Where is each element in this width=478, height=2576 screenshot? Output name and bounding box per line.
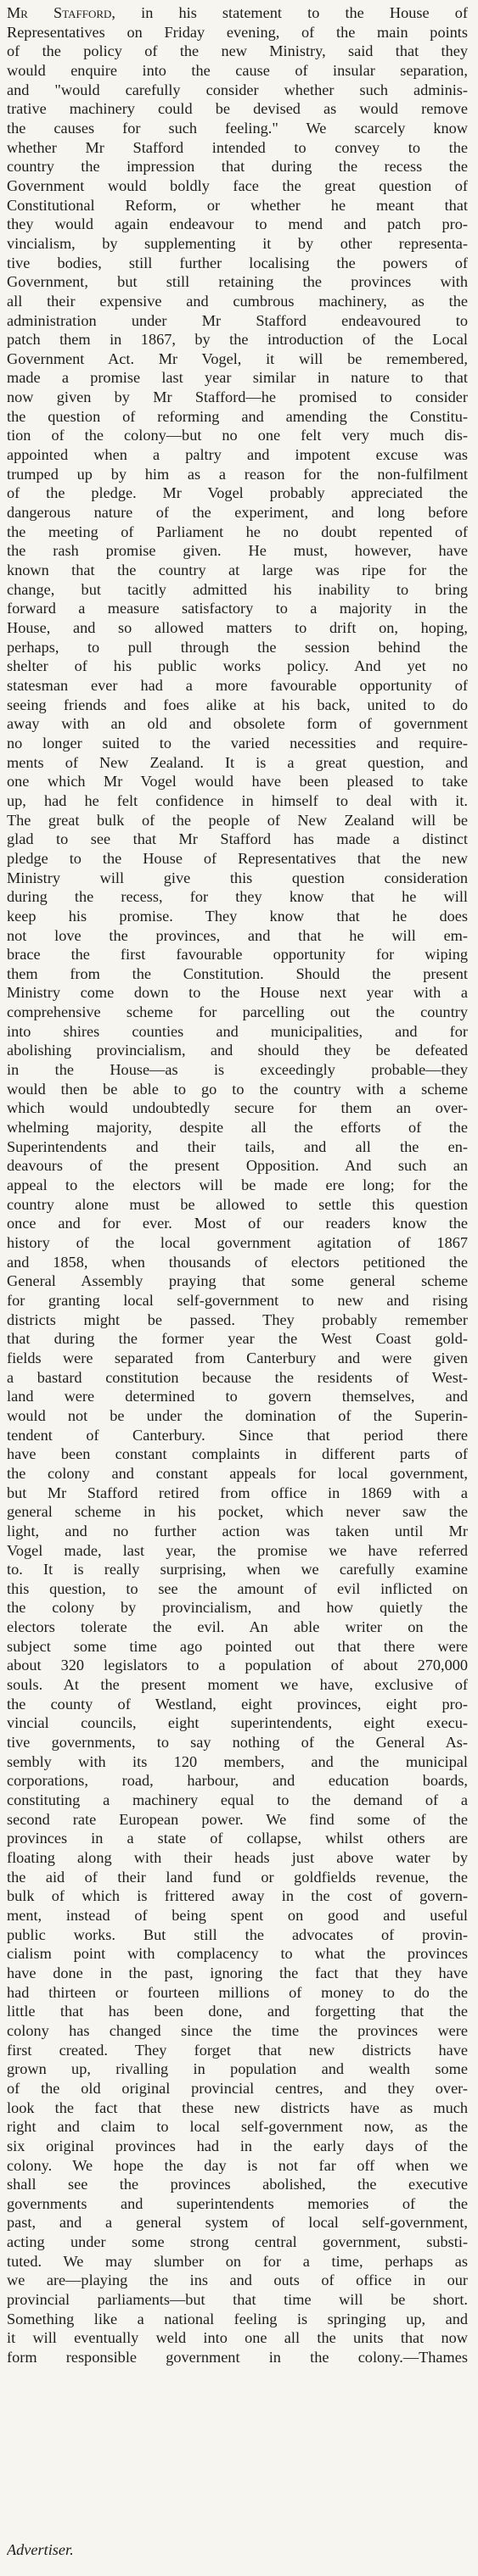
article-line: the aid of their land fund or goldfields revenue, the	[7, 1868, 468, 1886]
article-line: about 320 legislators to a population of about 270,000	[7, 1657, 468, 1674]
article-line: look the fact that these new districts have as much	[7, 2098, 468, 2116]
article-line: comprehensive scheme for parcelling out the country	[7, 1003, 468, 1021]
article-line: would then be able to go to the country with a scheme	[7, 1080, 468, 1098]
article-line: Superintendents and their tails, and all the en-	[7, 1137, 468, 1155]
article-line: ments of New Zealand. It is a great question, and	[7, 753, 468, 771]
article-line: form responsible government in the colony.—Thames	[7, 2349, 468, 2366]
article-line: districts might be passed. They probably remember	[7, 1310, 468, 1328]
article-line: tive bodies, still further localising the powers of	[7, 254, 468, 271]
article-line: deavours of the present Opposition. And such an	[7, 1157, 468, 1175]
article-line: House, and so allowed matters to drift on, hoping,	[7, 619, 468, 636]
article-line	[7, 2444, 468, 2463]
article-line: the county of Westland, eight provinces, eight pro-	[7, 1695, 468, 1713]
article-line: whether Mr Stafford intended to convey to the	[7, 138, 468, 156]
article-line: shelter of his public works policy. And yet no	[7, 657, 468, 675]
article-line: patch them in 1867, by the introduction of the Local	[7, 331, 468, 349]
article-line: this question, to see the amount of evil inflicted on	[7, 1579, 468, 1597]
article-line: shall see the provinces abolished, the executive	[7, 2176, 468, 2193]
article-line: Government would boldly face the great question of	[7, 176, 468, 194]
article-line: not love the provinces, and that he will em-	[7, 926, 468, 944]
article-line	[7, 3, 468, 23]
article-line: floating along with their heads just above water by	[7, 1849, 468, 1866]
article-line: one which Mr Vogel would have been pleased to take	[7, 773, 468, 791]
article-line: corporations, road, harbour, and education boards,	[7, 1772, 468, 1790]
article-line	[7, 2483, 468, 2502]
article-line: glad to see that Mr Stafford has made a distinct	[7, 830, 468, 848]
article-line: tion of the colony—but no one felt very much dis-	[7, 427, 468, 444]
article-line: light, and no further action was taken until Mr	[7, 1522, 468, 1539]
article-line: country alone must be allowed to settle this question	[7, 1195, 468, 1213]
article-line-text: in his statement to the House of	[115, 4, 468, 21]
article-line: in the House—as is exceedingly probable—they	[7, 1061, 468, 1079]
article-line: trative machinery could be devised as would remove	[7, 100, 468, 118]
article-line	[7, 2425, 468, 2445]
article-line: would enquire into the cause of insular separation,	[7, 61, 468, 79]
article-line: tive governments, to say nothing of the General As-	[7, 1734, 468, 1752]
article-line: of the policy of the new Ministry, said that they	[7, 42, 468, 60]
article-line: into shires counties and municipalities, and for	[7, 1022, 468, 1040]
article-line: statesman ever had a more favourable opportunity of	[7, 676, 468, 694]
article-line: they would again endeavour to mend and patch pro-	[7, 215, 468, 233]
article-line: up, had he felt confidence in himself to deal with it.	[7, 791, 468, 809]
article-line: the causes for such feeling." We scarcely know	[7, 119, 468, 137]
article-line: fields were separated from Canterbury and were given	[7, 1349, 468, 1366]
article-line: no longer suited to the varied necessities and require-	[7, 734, 468, 752]
article-line: but Mr Stafford retired from office in 1869 with a	[7, 1484, 468, 1501]
article-line: past, and a general system of local self-government,	[7, 2214, 468, 2232]
article-line: vincial councils, eight superintendents, eight execu-	[7, 1714, 468, 1732]
article-line: away with an old and obsolete form of government	[7, 715, 468, 733]
article-line: made a promise last year similar in nature to that	[7, 369, 468, 387]
article-line: and "would carefully consider whether such adminis-	[7, 81, 468, 98]
article-line: colony. We hope the day is not far off when we	[7, 2156, 468, 2174]
article-line	[7, 2406, 468, 2425]
article-line: known that the country at large was ripe for the	[7, 562, 468, 579]
article-line: vincialism, by supplementing it by other representa-	[7, 234, 468, 252]
article-line: appeal to the electors will be made ere long; for the	[7, 1176, 468, 1194]
article-line: bulk of which is frittered away in the cost of govern-	[7, 1887, 468, 1905]
article-line: The great bulk of the people of New Zealand will be	[7, 811, 468, 829]
article-line: perhaps, to pull through the session behind the	[7, 638, 468, 656]
article-source: Advertiser.	[7, 2540, 74, 2558]
article-line: subject some time ago pointed out that there were	[7, 1637, 468, 1655]
article-line: administration under Mr Stafford endeavoured to	[7, 311, 468, 329]
article-line: first created. They forget that new districts have	[7, 2041, 468, 2059]
article-line	[7, 2463, 468, 2483]
article-line: once and for ever. Most of our readers know the	[7, 1215, 468, 1232]
article-line: second rate European power. We find some of the	[7, 1810, 468, 1828]
article-line: acting under some strong central government, substi-	[7, 2233, 468, 2251]
article-line: provinces in a state of collapse, whilst others are	[7, 1830, 468, 1847]
article-line: that during the former year the West Coast gold-	[7, 1330, 468, 1348]
article-line	[7, 2521, 468, 2540]
article-line: colony has changed since the time the provinces were	[7, 2021, 468, 2039]
article-line: seeing friends and foes alike at his back, united to do	[7, 696, 468, 713]
article-line: tendent of Canterbury. Since that period there	[7, 1426, 468, 1444]
article-line: general scheme in his pocket, which never saw the	[7, 1503, 468, 1521]
article-line: six original provinces had in the early days of the	[7, 2137, 468, 2154]
article-line	[7, 2367, 468, 2387]
article-lead: Mr Stafford,	[7, 4, 115, 21]
article-line: of the old original provincial centres, and they over-	[7, 2079, 468, 2097]
article-line: ment, instead of being spent on good and useful	[7, 1906, 468, 1924]
article-line: for granting local self-government to new and rising	[7, 1291, 468, 1309]
article-line: forward a measure satisfactory to a majority in the	[7, 600, 468, 617]
article-line: country the impression that during the recess the	[7, 158, 468, 176]
article-line: appointed when a paltry and impotent excuse was	[7, 446, 468, 464]
article-line: to. It is really surprising, when we carefully examine	[7, 1561, 468, 1579]
article-line: pledge to the House of Representatives that the new	[7, 849, 468, 867]
article-line: public works. But still the advocates of provin-	[7, 1925, 468, 1943]
article-line: now given by Mr Stafford—he promised to consider	[7, 388, 468, 406]
article-line: the colony by provincialism, and how quietly the	[7, 1599, 468, 1617]
article-line: keep his promise. They know that he does	[7, 907, 468, 925]
article-line: Ministry will give this question consideration	[7, 869, 468, 886]
article-line: General Assembly praying that some general scheme	[7, 1272, 468, 1290]
article-line: the rash promise given. He must, however, have	[7, 542, 468, 560]
article-line: dangerous nature of the experiment, and long before	[7, 504, 468, 522]
article-line: grown up, rivalling in population and wealth some	[7, 2060, 468, 2078]
article-line: whelming majority, despite all the efforts of the	[7, 1119, 468, 1137]
article-line: tuted. We may slumber on for a time, perhaps as	[7, 2252, 468, 2270]
article-line: would not be under the domination of the Superin-	[7, 1406, 468, 1424]
article-line: provincial parliaments—but that time will be short.	[7, 2291, 468, 2309]
article-line: Constitutional Reform, or whether he meant that	[7, 196, 468, 214]
article-line: and 1858, when thousands of electors petitioned the	[7, 1253, 468, 1271]
article-line: trumped up by him as a reason for the non-fulfilment	[7, 465, 468, 483]
article-line: had thirteen or fourteen millions of money to do the	[7, 1983, 468, 2001]
article-line: cialism point with complacency to what the provinces	[7, 1945, 468, 1963]
article-line	[7, 2386, 468, 2406]
article-line: which would undoubtedly secure for them an over-	[7, 1099, 468, 1117]
article-line: abolishing provincialism, and should they be defeated	[7, 1042, 468, 1059]
article-line: right and claim to local self-government now, as the	[7, 2118, 468, 2136]
article-line: we are—playing the ins and outs of office in our	[7, 2271, 468, 2289]
article-line: constituting a machinery equal to the demand of a	[7, 1791, 468, 1809]
article-line: Something like a national feeling is springing up, and	[7, 2310, 468, 2327]
article-line: history of the local government agitation of 1867	[7, 1234, 468, 1251]
article-line: Ministry come down to the House next year with a	[7, 984, 468, 1002]
article-line: all their expensive and cumbrous machinery, as the	[7, 292, 468, 310]
article-line: Vogel made, last year, the promise we have referred	[7, 1541, 468, 1559]
article-line: it will eventually weld into one all the units that now	[7, 2329, 468, 2347]
article-line: Government Act. Mr Vogel, it will be remembered,	[7, 349, 468, 367]
article-line: Government, but still retaining the provinces with	[7, 273, 468, 291]
article-line: Representatives on Friday evening, of the main points	[7, 23, 468, 41]
article-line: have done in the past, ignoring the fact that they have	[7, 1964, 468, 1981]
article-line: the meeting of Parliament he no doubt repented of	[7, 522, 468, 540]
article-line: electors tolerate the evil. An able writer on the	[7, 1618, 468, 1636]
article-line: brace the first favourable opportunity for wiping	[7, 946, 468, 964]
article-line: of the pledge. Mr Vogel probably appreciated the	[7, 484, 468, 502]
article-line: governments and superintendents memories of the	[7, 2194, 468, 2212]
article-line: souls. At the present moment we have, exclusive of	[7, 1676, 468, 1694]
article-line: the colony and constant appeals for local government,	[7, 1464, 468, 1482]
article-line	[7, 2501, 468, 2521]
article-line: change, but tacitly admitted his inability to bring	[7, 580, 468, 598]
article-line: the question of reforming and amending the Constitu-	[7, 407, 468, 425]
article-line: sembly with its 120 members, and the municipal	[7, 1752, 468, 1770]
article-line: them from the Constitution. Should the present	[7, 964, 468, 982]
article-line: a bastard constitution because the residents of West-	[7, 1368, 468, 1386]
article-line: have been constant complaints in different parts of	[7, 1445, 468, 1463]
article-line: during the recess, for they know that he will	[7, 888, 468, 906]
article-line: land were determined to govern themselves, and	[7, 1388, 468, 1405]
article-line: little that has been done, and forgetting that the	[7, 2003, 468, 2020]
